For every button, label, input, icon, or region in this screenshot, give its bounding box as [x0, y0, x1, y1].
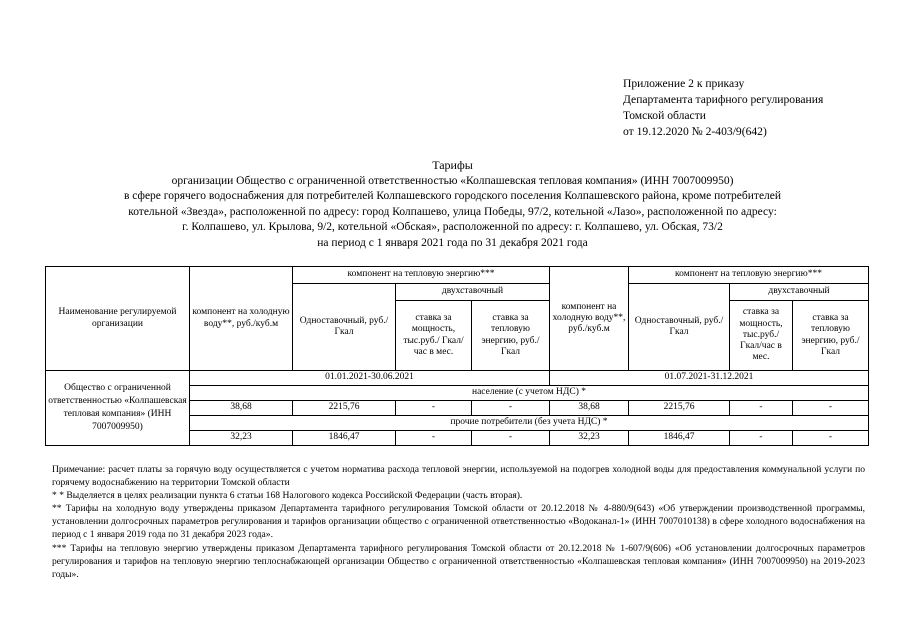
table-cell: 38,68 [190, 401, 293, 416]
appendix-line: Приложение 2 к приказу [623, 77, 745, 90]
header-capacity-rate-1: ставка за мощность, тыс.руб./ Гкал/час в мес. [396, 301, 472, 371]
header-cold-water-1: компонент на холодную воду**, руб./куб.м [190, 267, 293, 371]
header-org-name: Наименование регулируемой организации [46, 267, 190, 371]
table-cell: 38,68 [550, 401, 629, 416]
title-line: г. Колпашево, ул. Крылова, 9/2, котельной «Обская», расположенной по адресу: г. Колпашево, ул. Обская, 73/2 [182, 221, 723, 234]
appendix-reference [623, 76, 893, 140]
table-cell: 32,23 [190, 431, 293, 446]
table-cell: - [472, 431, 550, 446]
table-cell: - [472, 401, 550, 416]
header-heat-energy-2: компонент на тепловую энергию*** [629, 267, 869, 284]
note-general: Примечание: расчет платы за горячую воду осуществляется с учетом норматива расхода тепловой энергии, используемой на подогрев холодной воды для предоставления коммунальной услуги по горячему водоснабжению на территории Томской области [52, 464, 865, 489]
period-second-half: 01.07.2021-31.12.2021 [550, 371, 869, 386]
table-cell: - [793, 401, 869, 416]
table-cell: - [730, 431, 793, 446]
title-line: в сфере горячего водоснабжения для потребителей Колпашевского городского поселения Колпашевского района, кроме потребителей [123, 190, 782, 203]
period-first-half: 01.01.2021-30.06.2021 [190, 371, 550, 386]
note-cold-water: ** Тарифы на холодную воду утверждены приказом Департамента тарифного регулирования Томской области от 20.12.2018 № 4-880/9(643) «Об утверждении производственной программы, установлении долгосрочных параметров регулирования и тарифов организации общество с ограниченной ответственностью «Водоканал-1» (ИНН 7007010138) в сфере холодного водоснабжения на период с 1 января 2019 года по 31 декабря 2023 года». [52, 503, 865, 541]
table-cell: 2215,76 [293, 401, 396, 416]
note-vat: * * Выделяется в целях реализации пункта 6 статьи 168 Налогового кодекса Российской Федерации (часть вторая). [52, 490, 523, 502]
organization-name: Общество с ограниченной ответственностью «Колпашевская тепловая компания» (ИНН 7007009950) [46, 371, 190, 446]
header-energy-rate-2: ставка за тепловую энергию, руб./Гкал [793, 301, 869, 371]
header-energy-rate-1: ставка за тепловую энергию, руб./Гкал [472, 301, 550, 371]
appendix-line: от 19.12.2020 № 2-403/9(642) [623, 125, 767, 138]
header-cold-water-2: компонент на холодную воду**, руб./куб.м [550, 267, 629, 371]
table-cell: 2215,76 [629, 401, 730, 416]
document-title [30, 158, 875, 252]
title-line: на период с 1 января 2021 года по 31 декабря 2021 года [317, 236, 588, 249]
table-cell: 1846,47 [629, 431, 730, 446]
group-other-consumers-label: прочие потребители (без учета НДС) * [190, 416, 869, 431]
appendix-line: Томской области [623, 109, 706, 122]
group-population-label: население (с учетом НДС) * [190, 386, 869, 401]
header-single-rate-2: Одноставочный, руб./Гкал [629, 284, 730, 371]
header-two-rate-2: двухставочный [730, 284, 869, 301]
header-capacity-rate-2: ставка за мощность, тыс.руб./ Гкал/час в мес. [730, 301, 793, 371]
table-cell: 1846,47 [293, 431, 396, 446]
table-cell: - [396, 431, 472, 446]
table-cell: 32,23 [550, 431, 629, 446]
header-heat-energy-1: компонент на тепловую энергию*** [293, 267, 550, 284]
table-cell: - [730, 401, 793, 416]
title-line: организации Общество с ограниченной ответственностью «Колпашевская тепловая компания» (ИНН 7007009950) [171, 174, 734, 187]
table-cell: - [396, 401, 472, 416]
title-heading: Тарифы [432, 158, 473, 172]
footnotes [52, 463, 865, 581]
header-two-rate-1: двухставочный [396, 284, 550, 301]
table-cell: - [793, 431, 869, 446]
appendix-line: Департамента тарифного регулирования [623, 93, 824, 106]
title-line: котельной «Звезда», расположенной по адресу: город Колпашево, улица Победы, 97/2, котельной «Лазо», расположенной по адресу: [128, 205, 777, 218]
tariff-table [45, 266, 869, 446]
note-heat-energy: *** Тарифы на тепловую энергию утверждены приказом Департамента тарифного регулирования Томской области от 20.12.2018 № 1-607/9(606) «Об установлении долгосрочных параметров регулирования и тарифов на тепловую энергию теплоснабжающей организации Общество с ограниченной ответственностью «Колпашевская тепловая компания» (ИНН 7007009950) на 2019-2023 годы». [52, 542, 865, 580]
header-single-rate-1: Одноставочный, руб./Гкал [293, 284, 396, 371]
